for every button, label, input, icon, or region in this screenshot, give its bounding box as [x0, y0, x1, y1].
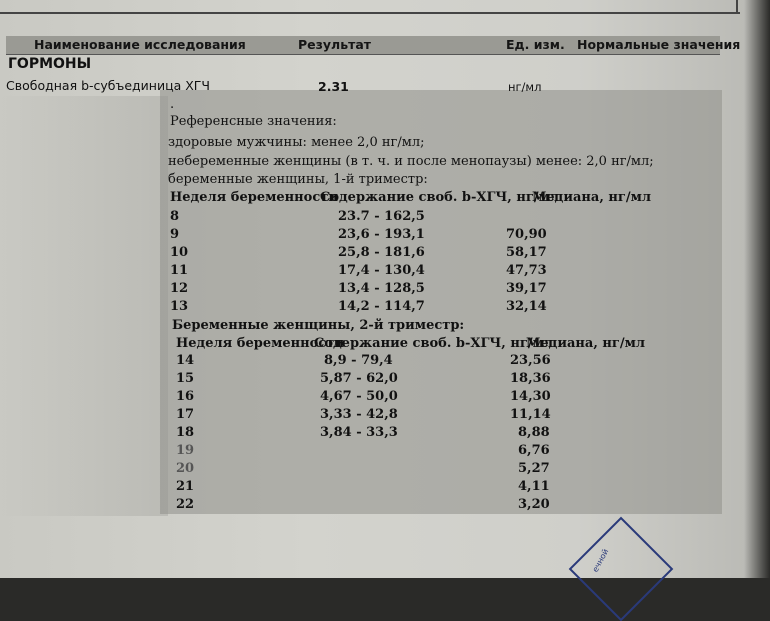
tri1-week: 10 [170, 245, 189, 260]
stamp-text: ечной [590, 547, 611, 574]
top-corner-rule [736, 0, 738, 14]
tri1-week: 11 [170, 263, 189, 278]
tri1-range: 17,4 - 130,4 [338, 263, 425, 278]
ref-men: здоровые мужчины: менее 2,0 нг/мл; [168, 135, 425, 150]
tri1-header-median: Медиана, нг/мл [532, 190, 652, 205]
tri2-range: 4,67 - 50,0 [320, 389, 398, 404]
test-result: 2.31 [318, 79, 349, 94]
tri2-median: 18,36 [510, 371, 551, 386]
tri2-week: 18 [176, 425, 195, 440]
tri2-header-week: Неделя беременности [176, 336, 344, 351]
tri2-week: 21 [176, 479, 195, 494]
header-name: Наименование исследования [34, 37, 246, 52]
tri2-week: 15 [176, 371, 195, 386]
shadow-left [0, 96, 168, 516]
tri2-median: 5,27 [518, 461, 550, 476]
tri1-median: 70,90 [506, 227, 547, 242]
page-edge-shadow [744, 0, 770, 578]
tri2-range: 3,84 - 33,3 [320, 425, 398, 440]
tri1-week: 8 [170, 209, 180, 224]
tri1-median: 47,73 [506, 263, 547, 278]
ref-tri2-title: Беременные женщины, 2-й триместр: [172, 318, 465, 333]
tri2-week: 20 [176, 461, 195, 476]
header-norm: Нормальные значения [577, 37, 741, 52]
tri2-median: 3,20 [518, 497, 550, 512]
tri2-median: 4,11 [518, 479, 550, 494]
tri1-range: 13,4 - 128,5 [338, 281, 425, 296]
tri2-week: 22 [176, 497, 195, 512]
tri1-range: 23,6 - 193,1 [338, 227, 425, 242]
tri1-range: 14,2 - 114,7 [338, 299, 425, 314]
ref-title: Референсные значения: [170, 114, 337, 129]
top-rule [0, 12, 740, 14]
tri1-median: 58,17 [506, 245, 547, 260]
tri1-header-content: Содержание своб. b-ХГЧ, нг/мл [320, 190, 560, 205]
tri1-week: 12 [170, 281, 189, 296]
tri2-header-median: Медиана, нг/мл [526, 336, 646, 351]
tri1-median: 32,14 [506, 299, 547, 314]
test-unit: нг/мл [508, 80, 542, 94]
tri1-median: 39,17 [506, 281, 547, 296]
tri2-median: 8,88 [518, 425, 550, 440]
tri2-week: 16 [176, 389, 195, 404]
tri2-median: 23,56 [510, 353, 551, 368]
tri1-header-week: Неделя беременности [170, 190, 338, 205]
tri1-week: 9 [170, 227, 180, 242]
tri2-range: 3,33 - 42,8 [320, 407, 398, 422]
ref-tri1-title: беременные женщины, 1-й триместр: [168, 172, 428, 187]
tri2-median: 11,14 [510, 407, 551, 422]
header-result: Результат [298, 37, 372, 52]
tri2-week: 17 [176, 407, 195, 422]
tri2-header-content: Содержание своб. b-ХГЧ, нг/мл [314, 336, 554, 351]
tri2-range: 8,9 - 79,4 [324, 353, 393, 368]
tri2-range: 5,87 - 62,0 [320, 371, 398, 386]
tri1-range: 25,8 - 181,6 [338, 245, 425, 260]
tri2-week: 14 [176, 353, 195, 368]
ref-women: небеременные женщины (в т. ч. и после менопаузы) менее: 2,0 нг/мл; [168, 154, 654, 169]
test-name: Свободная b-субъединица ХГЧ [6, 78, 210, 93]
section-title: ГОРМОНЫ [8, 56, 92, 72]
tri1-range: 23.7 - 162,5 [338, 209, 425, 224]
tri2-week: 19 [176, 443, 195, 458]
tri2-median: 6,76 [518, 443, 550, 458]
tri1-week: 13 [170, 299, 189, 314]
tri2-median: 14,30 [510, 389, 551, 404]
ref-dot: . [170, 97, 175, 112]
header-unit: Ед. изм. [506, 37, 565, 52]
